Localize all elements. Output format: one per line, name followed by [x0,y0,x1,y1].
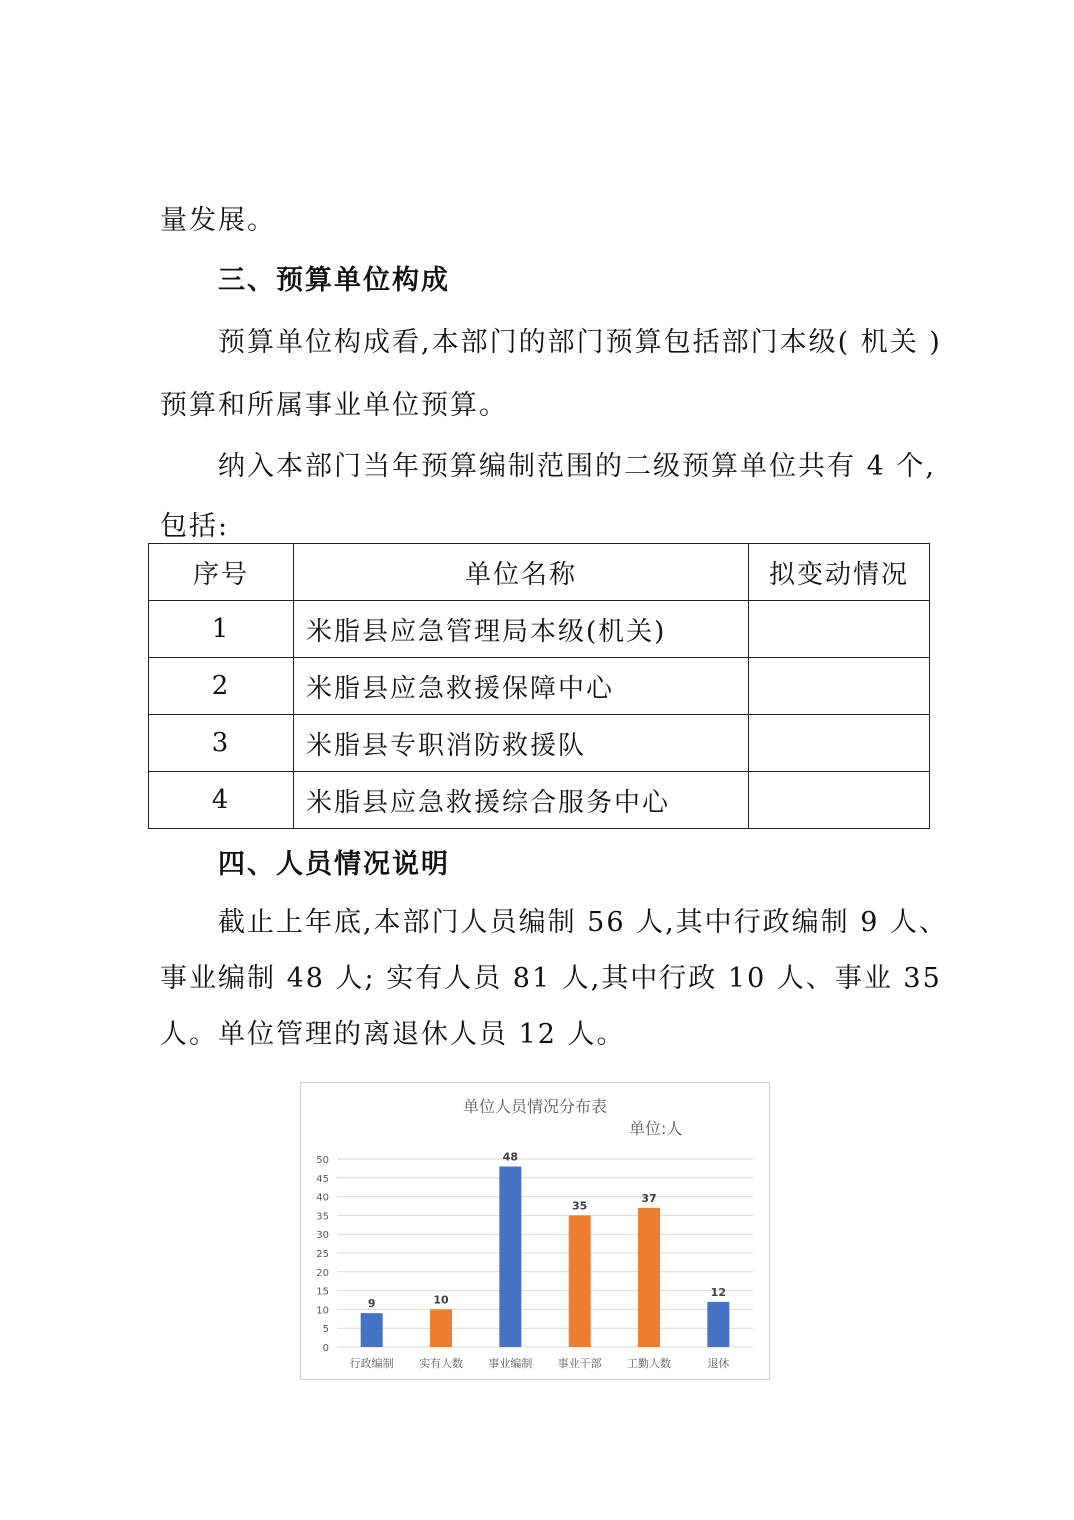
chart-y-tick-label: 45 [316,1173,329,1185]
paragraph-budget-line-2: 预算和所属事业单位预算。 [160,390,508,421]
chart-subtitle: 单位:人 [629,1119,683,1138]
chart-bar [638,1208,660,1347]
chart-bar [430,1309,452,1347]
section-heading-personnel: 四、人员情况说明 [218,849,450,880]
paragraph-ending: 量发展。 [160,205,276,236]
chart-y-tick-label: 50 [316,1155,329,1166]
chart-x-tick-label: 事业干部 [557,1357,602,1370]
table-row [149,772,930,829]
chart-x-tick-label: 工勤人数 [627,1357,671,1370]
chart-x-tick-label: 实有人数 [419,1357,463,1370]
chart-canvas [301,1083,769,1379]
header-unit-name: 单位名称 [294,544,749,601]
row-change-status [749,601,930,658]
paragraph-budget-line-1: 预算单位构成看,本部门的部门预算包括部门本级( 机关 ) [218,327,942,358]
paragraph-scope-line-2: 包括: [160,511,230,542]
table-row [149,715,930,772]
header-change-status: 拟变动情况 [749,544,930,601]
table-row [149,601,930,658]
chart-data-label: 35 [572,1199,588,1213]
chart-y-tick-label: 30 [316,1230,329,1242]
paragraph-personnel-line-1: 截止上年底,本部门人员编制 56 人,其中行政编制 9 人、 [218,907,949,938]
chart-bar [569,1215,591,1347]
row-change-status [749,658,930,715]
chart-y-tick-label: 15 [316,1286,329,1298]
chart-data-label: 48 [502,1150,518,1164]
chart-data-label: 12 [710,1285,726,1299]
chart-data-label: 37 [641,1191,657,1205]
chart-y-tick-label: 20 [316,1267,329,1279]
row-index: 2 [149,658,294,715]
row-index: 4 [149,772,294,829]
row-change-status [749,772,930,829]
section-heading-budget-units: 三、预算单位构成 [218,265,450,296]
row-unit-name: 米脂县应急救援综合服务中心 [294,772,749,829]
row-unit-name: 米脂县应急救援保障中心 [294,658,749,715]
chart-y-tick-label: 25 [316,1249,329,1260]
chart-y-tick-label: 0 [322,1343,329,1354]
row-unit-name: 米脂县专职消防救援队 [294,715,749,772]
paragraph-scope-line-1: 纳入本部门当年预算编制范围的二级预算单位共有 4 个, [218,451,936,482]
paragraph-personnel-line-2: 事业编制 48 人; 实有人员 81 人,其中行政 10 人、事业 35 [160,963,942,994]
row-unit-name: 米脂县应急管理局本级(机关) [294,601,749,658]
paragraph-personnel-line-3: 人。单位管理的离退休人员 12 人。 [160,1019,626,1050]
chart-x-tick-label: 行政编制 [349,1357,394,1370]
row-index: 1 [149,601,294,658]
chart-y-tick-label: 35 [316,1211,329,1223]
table-header-row [149,544,930,601]
personnel-chart [300,1082,770,1380]
budget-unit-table [148,543,930,829]
chart-bar [707,1302,729,1347]
chart-bar [361,1313,383,1347]
row-change-status [749,715,930,772]
chart-y-tick-label: 10 [316,1305,329,1317]
chart-y-tick-label: 40 [316,1192,329,1204]
table-row [149,658,930,715]
header-index: 序号 [149,544,294,601]
row-index: 3 [149,715,294,772]
chart-y-tick-label: 5 [322,1324,329,1336]
chart-title: 单位人员情况分布表 [462,1097,608,1116]
chart-data-label: 9 [367,1297,376,1311]
chart-data-label: 10 [433,1293,449,1307]
chart-x-tick-label: 事业编制 [488,1357,533,1370]
chart-x-tick-label: 退休 [707,1357,730,1370]
chart-bar [499,1167,521,1347]
